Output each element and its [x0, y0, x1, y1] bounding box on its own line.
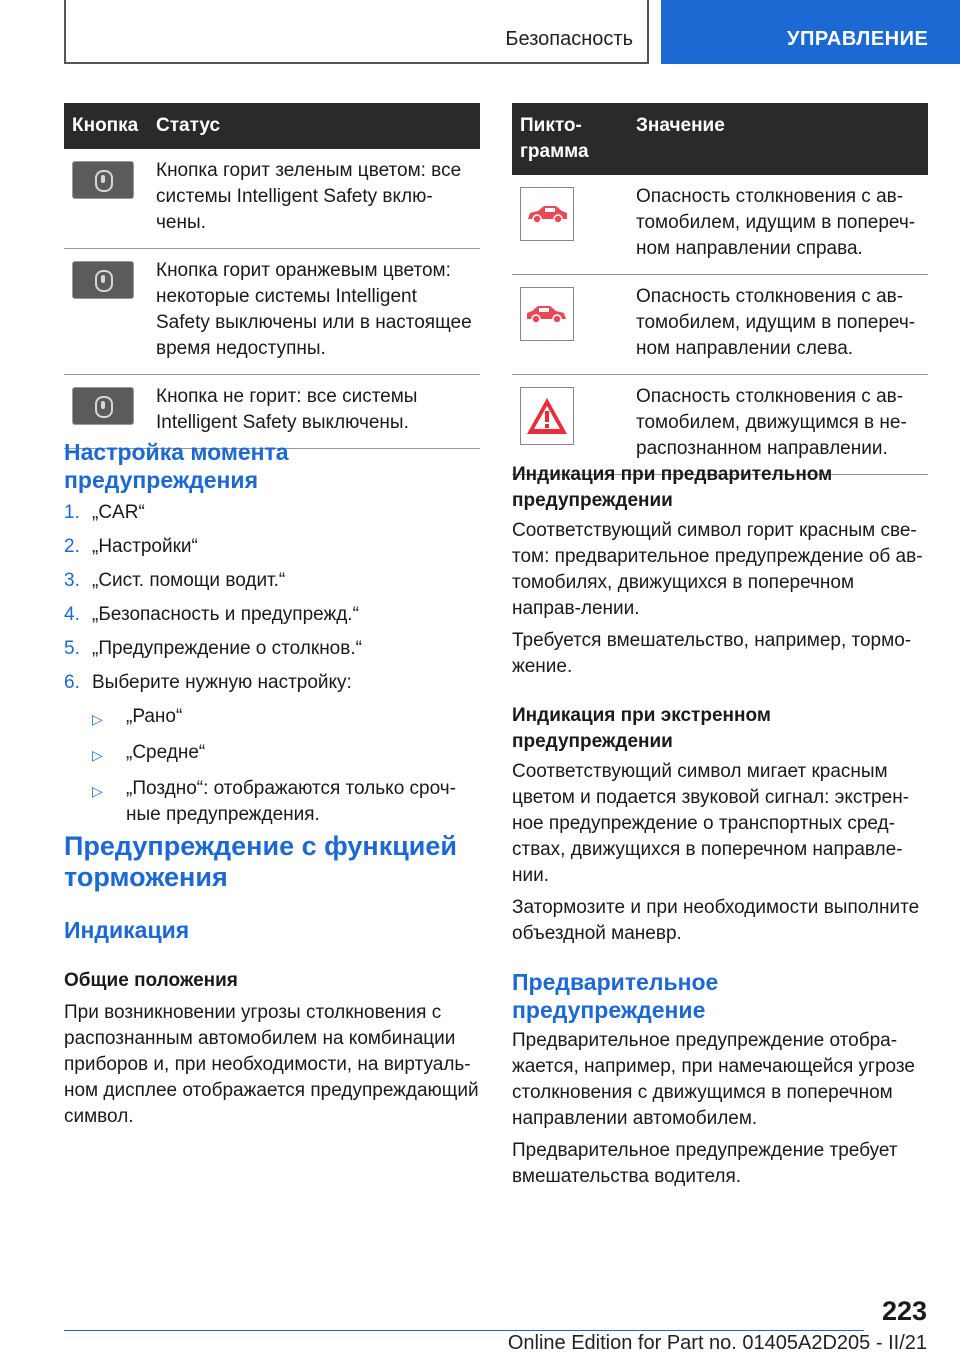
table-row: [64, 249, 480, 375]
option-item: [64, 740, 479, 768]
header-chapter-tab: [661, 0, 960, 64]
step-number: 2.: [64, 536, 80, 557]
driver-assist-button-icon: [72, 261, 134, 299]
list-item: [64, 568, 479, 594]
list-item: [64, 670, 479, 696]
list-item: [64, 602, 479, 628]
step-number: 5.: [64, 638, 80, 659]
status-text: Кнопка горит зеленым цветом: все системы Intelligent Safety вклю-чены.: [148, 149, 480, 249]
emergency-indication-title: Индикация при экстренном предупреждении: [512, 705, 771, 752]
step-number: 3.: [64, 570, 80, 591]
step-number: 4.: [64, 604, 80, 625]
step-text: „CAR“: [92, 502, 145, 523]
step-text: Выберите нужную настройку:: [92, 672, 352, 693]
pictogram-table: [512, 103, 928, 475]
triangle-bullet-icon: ▷: [92, 783, 103, 799]
option-item: [64, 776, 479, 828]
prewarning-indication-title: Индикация при предварительном предупреждении: [512, 464, 833, 511]
step-text: „Предупреждение о столкнов.“: [92, 638, 362, 659]
status-text: Кнопка не горит: все системы Intelligent Safety выключены.: [148, 375, 480, 449]
table-row: [512, 175, 928, 275]
emergency-indication-text: Соответствующий символ мигает красным цветом и подается звуковой сигнал: экстрен-ное предупреждение о транспортных сред-ствах, движущихся в поперечном направле-нии.: [512, 761, 910, 886]
general-title: Общие положения: [64, 970, 238, 991]
braking-heading: Предупреждение с функцией торможения: [64, 831, 458, 892]
settings-heading: Настройка момента предупреждения: [64, 439, 289, 493]
page-number: 223: [881, 1296, 927, 1326]
meaning-text: Опасность столкновения с ав-томобилем, движущимся в не-распознанном направлении.: [628, 375, 928, 475]
step-text: „Настройки“: [92, 536, 198, 557]
prewarning-text: Предварительное предупреждение отобра-жается, например, при намечающейся угрозе столкновения с движущимся в поперечном направлении автомобилем.: [512, 1030, 915, 1129]
list-item: [64, 636, 479, 662]
header-chapter-title: УПРАВЛЕНИЕ: [787, 28, 929, 50]
triangle-bullet-icon: ▷: [92, 747, 103, 763]
step-text: „Безопасность и предупрежд.“: [92, 604, 359, 625]
prewarning-indication-action: Требуется вмешательство, например, тормо-жение.: [512, 630, 912, 677]
header-section-title: Безопасность: [505, 28, 633, 50]
emergency-indication-action: Затормозите и при необходимости выполните объездной маневр.: [512, 897, 920, 944]
triangle-bullet-icon: ▷: [92, 711, 103, 727]
column-header-status: Статус: [148, 103, 480, 149]
footer-divider: [64, 1330, 864, 1331]
settings-steps-list: [64, 500, 479, 836]
general-text: При возникновении угрозы столкновения с распознанным автомобилем на комбинации приборов и, при необходимости, на виртуаль-ном дисплее отображается предупреждающий символ.: [64, 1002, 479, 1127]
option-text: „Рано“: [126, 706, 183, 727]
table-row: [512, 275, 928, 375]
list-item: [64, 534, 479, 560]
list-item: [64, 500, 479, 526]
warning-triangle-icon: [520, 387, 574, 445]
car-warning-left-icon: [520, 287, 574, 341]
column-header-pictogram: Пикто-грамма: [512, 103, 628, 175]
step-text: „Сист. помощи водит.“: [92, 570, 286, 591]
prewarning-indication-text: Соответствующий символ горит красным све-том: предварительное предупреждение об ав-томобилях, движущихся в поперечном направ-лении.: [512, 520, 923, 619]
table-row: [512, 375, 928, 475]
indication-subheading: Индикация: [64, 917, 190, 943]
driver-assist-button-icon: [72, 387, 134, 425]
table-row: [64, 149, 480, 249]
meaning-text: Опасность столкновения с ав-томобилем, идущим в попереч-ном направлении слева.: [628, 275, 928, 375]
option-text: „Средне“: [126, 742, 206, 763]
step-number: 1.: [64, 502, 80, 523]
option-item: [64, 704, 479, 732]
button-status-table: [64, 103, 480, 449]
column-header-meaning: Значение: [628, 103, 928, 175]
prewarning-heading: Предварительное предупреждение: [512, 969, 719, 1023]
meaning-text: Опасность столкновения с ав-томобилем, идущим в попереч-ном направлении справа.: [628, 175, 928, 275]
column-header-button: Кнопка: [64, 103, 148, 149]
option-text: „Поздно“: отображаются только сроч-ные предупреждения.: [126, 778, 456, 825]
footer-edition: Online Edition for Part no. 01405A2D205 - II/21: [507, 1332, 927, 1354]
driver-assist-button-icon: [72, 161, 134, 199]
status-text: Кнопка горит оранжевым цветом: некоторые системы Intelligent Safety выключены или в настоящее время недоступны.: [148, 249, 480, 375]
header-section-tab: [64, 0, 649, 64]
step-number: 6.: [64, 672, 80, 693]
car-warning-right-icon: [520, 187, 574, 241]
prewarning-note: Предварительное предупреждение требует вмешательства водителя.: [512, 1140, 898, 1187]
